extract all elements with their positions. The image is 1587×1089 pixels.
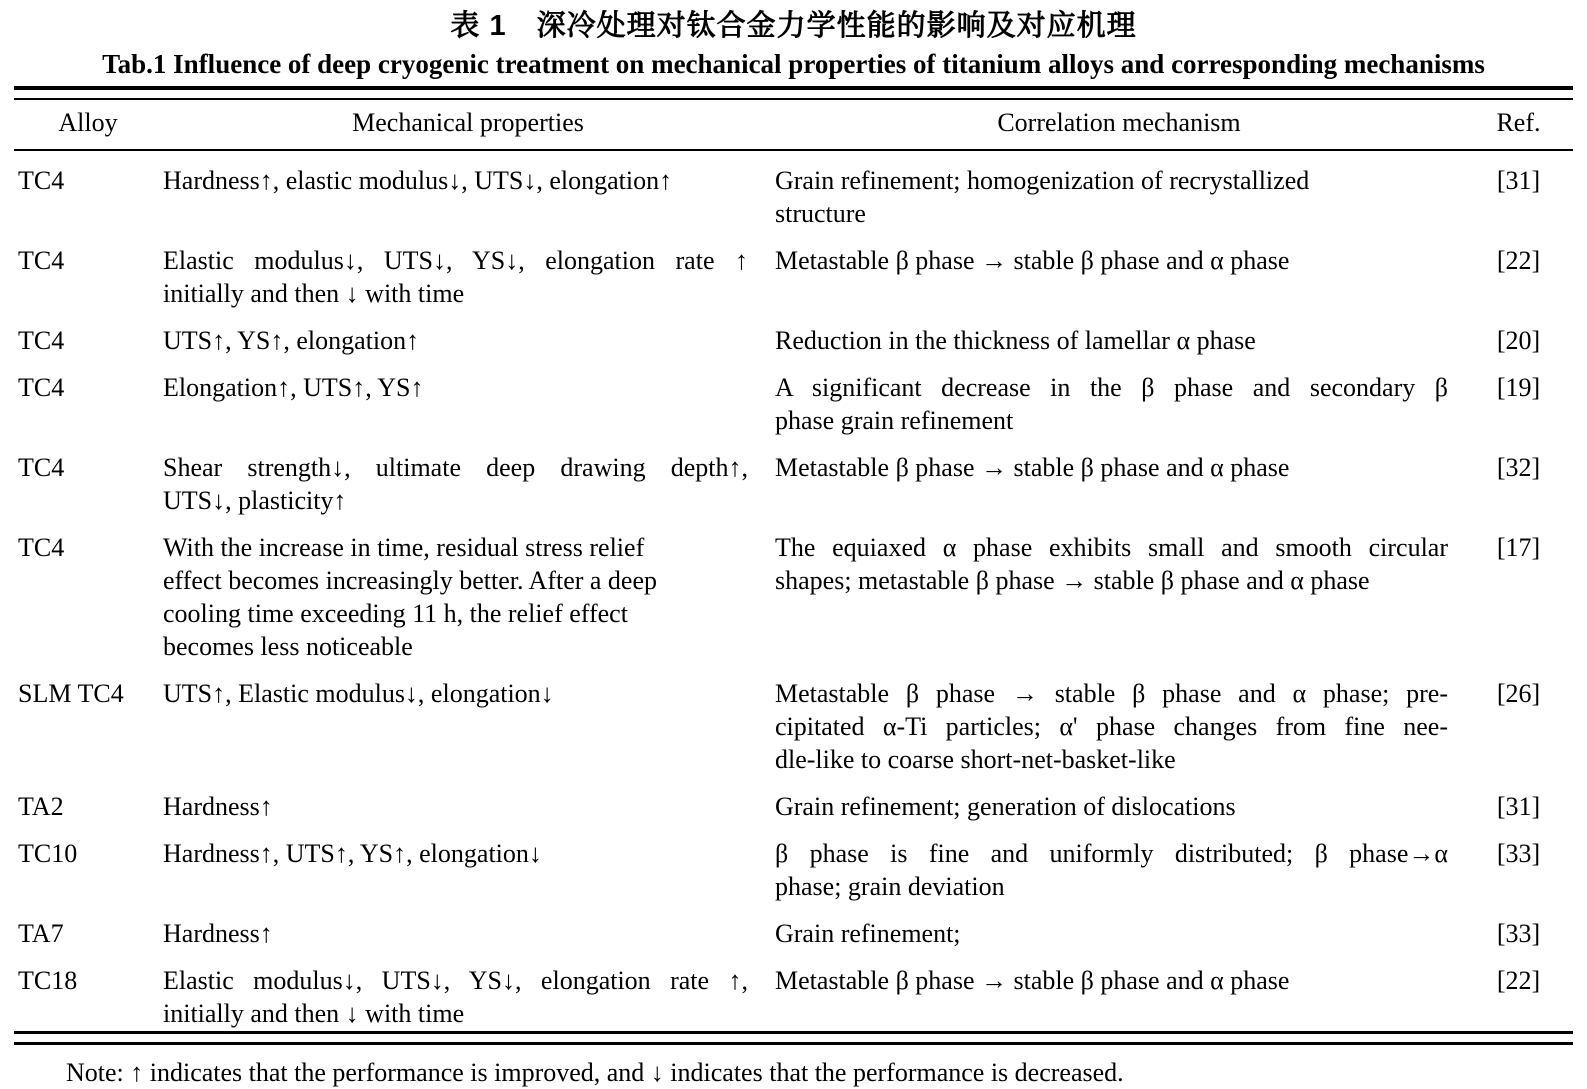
cell-ref: [31] [1496, 792, 1541, 821]
cell-alloy: TC4 [18, 533, 65, 562]
column-header-alloy: Alloy [14, 100, 162, 150]
table-row [14, 904, 1573, 951]
cell-correlation-mechanism: The equiaxed α phase exhibits small and smooth circular shapes; metastable β phase → stable β phase and α phase [775, 533, 1448, 595]
table-row [14, 150, 1573, 231]
table-row [14, 824, 1573, 904]
cell-alloy: TC4 [18, 246, 65, 275]
cell-correlation-mechanism: Metastable β phase → stable β phase and α phase [775, 246, 1290, 275]
cell-mechanical-properties: Elastic modulus↓, UTS↓, YS↓, elongation rate ↑ initially and then ↓ with time [163, 246, 748, 308]
column-header-mechanical-properties: Mechanical properties [162, 100, 774, 150]
table-row [14, 438, 1573, 518]
cell-correlation-mechanism: Grain refinement; homogenization of recrystallized structure [775, 166, 1310, 228]
table-title-chinese: 表 1 深冷处理对钛合金力学性能的影响及对应机理 [450, 10, 1137, 42]
table-row [14, 358, 1573, 438]
table-row [14, 951, 1573, 1031]
cell-alloy: TA7 [18, 919, 64, 948]
cell-ref: [26] [1496, 679, 1541, 708]
cell-mechanical-properties: UTS↑, Elastic modulus↓, elongation↓ [163, 679, 554, 708]
table-row [14, 311, 1573, 358]
cell-correlation-mechanism: Metastable β phase → stable β phase and α phase [775, 453, 1290, 482]
cell-ref: [19] [1496, 373, 1541, 402]
cell-alloy: TC4 [18, 326, 65, 355]
cell-ref: [33] [1496, 919, 1541, 948]
cell-mechanical-properties: Hardness↑ [163, 919, 273, 948]
cell-correlation-mechanism: Grain refinement; [775, 919, 961, 948]
cell-ref: [17] [1496, 533, 1541, 562]
cell-mechanical-properties: Hardness↑, UTS↑, YS↑, elongation↓ [163, 839, 542, 868]
cell-alloy: TC18 [18, 966, 78, 995]
cell-mechanical-properties: Elongation↑, UTS↑, YS↑ [163, 373, 424, 402]
cell-mechanical-properties: With the increase in time, residual stress relief effect becomes increasingly better. After a deep cooling time exceeding 11 h, the relief effect becomes less noticeable [163, 533, 658, 661]
cell-ref: [22] [1496, 966, 1541, 995]
column-header-ref: Ref. [1464, 100, 1573, 150]
cell-mechanical-properties: Hardness↑ [163, 792, 273, 821]
table-row [14, 777, 1573, 824]
cell-correlation-mechanism: β phase is fine and uniformly distributed; β phase→α phase; grain deviation [775, 839, 1448, 901]
cell-alloy: TC10 [18, 839, 78, 868]
table-title-english: Tab.1 Influence of deep cryogenic treatment on mechanical properties of titanium alloys and corresponding mechanisms [102, 49, 1485, 79]
cell-mechanical-properties: Hardness↑, elastic modulus↓, UTS↓, elongation↑ [163, 166, 673, 195]
cell-correlation-mechanism: Reduction in the thickness of lamellar α phase [775, 326, 1256, 355]
cell-ref: [33] [1496, 839, 1541, 868]
table-bottom-rule [14, 1031, 1573, 1045]
cell-ref: [22] [1496, 246, 1541, 275]
cell-alloy: TA2 [18, 792, 64, 821]
table-row [14, 518, 1573, 664]
properties-table [14, 100, 1573, 1031]
cell-correlation-mechanism: Metastable β phase → stable β phase and α phase [775, 966, 1290, 995]
column-header-correlation-mechanism: Correlation mechanism [774, 100, 1464, 150]
table-note: Note: ↑ indicates that the performance is improved, and ↓ indicates that the performance is decreased. [66, 1058, 1124, 1087]
table-row [14, 664, 1573, 777]
cell-alloy: TC4 [18, 373, 65, 402]
cell-correlation-mechanism: A significant decrease in the β phase and secondary β phase grain refinement [775, 373, 1448, 435]
cell-alloy: TC4 [18, 166, 65, 195]
cell-correlation-mechanism: Grain refinement; generation of dislocations [775, 792, 1236, 821]
cell-mechanical-properties: UTS↑, YS↑, elongation↑ [163, 326, 420, 355]
cell-alloy: SLM TC4 [18, 679, 124, 708]
table-row [14, 231, 1573, 311]
cell-correlation-mechanism: Metastable β phase → stable β phase and α phase; pre- cipitated α-Ti particles; α' phase changes from fine nee- dle-like to coarse short-net-basket-like [775, 679, 1448, 774]
cell-alloy: TC4 [18, 453, 65, 482]
table-top-rule [14, 86, 1573, 100]
cell-mechanical-properties: Shear strength↓, ultimate deep drawing depth↑, UTS↓, plasticity↑ [163, 453, 748, 515]
cell-ref: [32] [1496, 453, 1541, 482]
cell-ref: [31] [1496, 166, 1541, 195]
table-header-row [14, 100, 1573, 150]
cell-ref: [20] [1496, 326, 1541, 355]
cell-mechanical-properties: Elastic modulus↓, UTS↓, YS↓, elongation rate ↑, initially and then ↓ with time [163, 966, 748, 1028]
